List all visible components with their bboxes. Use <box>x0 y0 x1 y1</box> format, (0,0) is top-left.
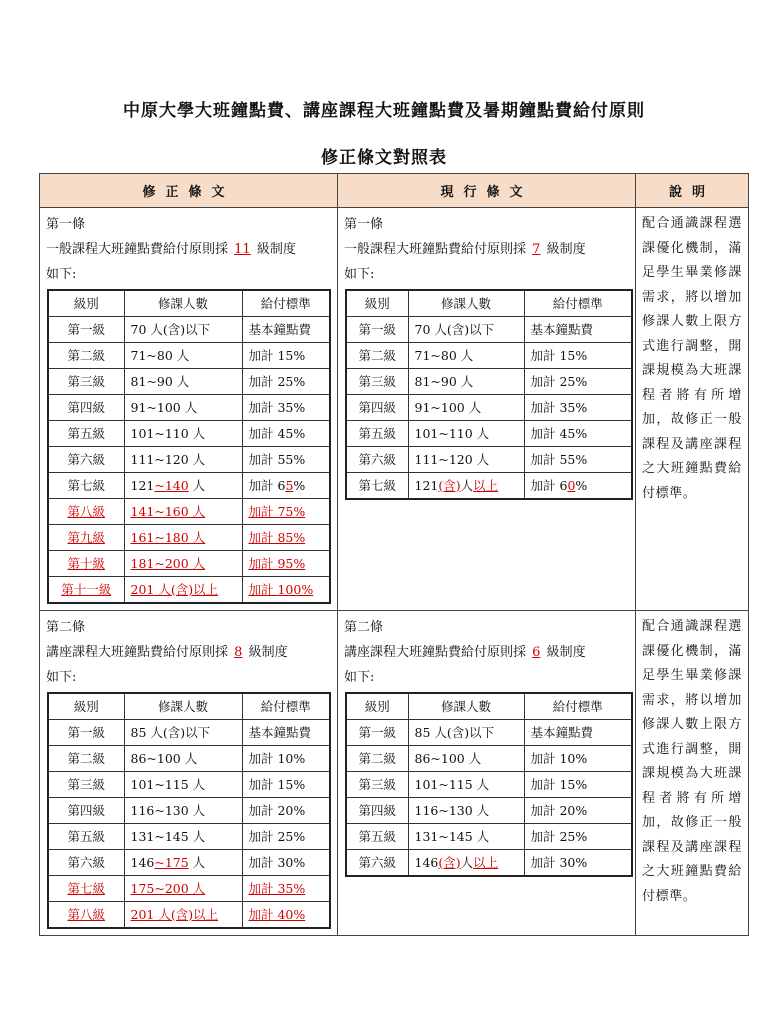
pay-cell <box>524 850 632 877</box>
article-intro-2: 如下: <box>46 670 77 685</box>
article-cell <box>40 208 337 610</box>
pay-text: 加計 6 <box>248 477 286 493</box>
pay-cell <box>524 473 632 500</box>
article-1-note <box>636 208 749 611</box>
rate-row <box>346 369 632 395</box>
rate-row <box>48 473 330 499</box>
pay-cell: 加計 25% <box>242 824 330 850</box>
article-title: 第二條 <box>46 620 86 635</box>
people-text: 人 <box>188 477 206 493</box>
people-cell: 71~80 人 <box>124 343 242 369</box>
people-text: 人 <box>188 854 206 870</box>
people-cell <box>124 876 242 902</box>
rate-table <box>345 289 633 500</box>
level-cell: 第三級 <box>48 772 124 798</box>
people-cell: 81~90 人 <box>124 369 242 395</box>
pay-cell: 加計 35% <box>242 395 330 421</box>
people-cell: 70 人(含)以下 <box>408 317 524 343</box>
level-cell: 第五級 <box>48 421 124 447</box>
people-cell: 131~145 人 <box>408 824 524 850</box>
column-header: 修課人數 <box>124 290 242 317</box>
pay-change: 5 <box>285 477 294 493</box>
column-header: 級別 <box>346 693 408 720</box>
pay-text: 加計 75% <box>248 503 306 519</box>
rate-row <box>346 720 632 746</box>
rate-table <box>47 692 331 929</box>
level-count: 8 <box>234 645 243 660</box>
people-cell: 81~90 人 <box>408 369 524 395</box>
people-text: 181~200 人 <box>130 555 206 571</box>
people-cell: 85 人(含)以下 <box>408 720 524 746</box>
pay-cell <box>242 473 330 499</box>
comparison-table <box>39 173 749 936</box>
people-change: ~140 <box>154 477 189 493</box>
people-cell: 101~115 人 <box>408 772 524 798</box>
people-text: 175~200 人 <box>130 880 206 896</box>
column-header: 給付標準 <box>524 290 632 317</box>
rate-table-header <box>48 693 330 720</box>
level-text: 第七級 <box>67 880 105 896</box>
pay-cell: 加計 35% <box>524 395 632 421</box>
header-revised: 修正條文 <box>40 174 338 208</box>
header-row <box>40 174 749 208</box>
pay-text: 加計 35% <box>248 880 306 896</box>
pay-cell: 加計 55% <box>524 447 632 473</box>
rate-row <box>48 369 330 395</box>
level-cell <box>48 499 124 525</box>
people-text: 146 <box>130 854 155 870</box>
article-intro-2: 如下: <box>344 670 375 685</box>
level-cell: 第二級 <box>346 746 408 772</box>
people-cell: 116~130 人 <box>124 798 242 824</box>
intro-text: 級制度 <box>256 242 296 257</box>
rate-row <box>48 525 330 551</box>
column-header: 給付標準 <box>524 693 632 720</box>
intro-text: 級制度 <box>546 242 586 257</box>
article-cell <box>40 611 337 935</box>
level-cell: 第五級 <box>346 421 408 447</box>
people-cell <box>124 850 242 876</box>
rate-row <box>346 343 632 369</box>
level-cell: 第四級 <box>346 798 408 824</box>
level-cell: 第六級 <box>48 447 124 473</box>
column-header: 給付標準 <box>242 290 330 317</box>
rate-row <box>346 850 632 877</box>
people-cell: 111~120 人 <box>408 447 524 473</box>
level-text: 第八級 <box>67 906 105 922</box>
article-1-current <box>338 208 636 611</box>
rate-row <box>346 473 632 500</box>
rate-table-header <box>346 693 632 720</box>
people-cell: 131~145 人 <box>124 824 242 850</box>
people-text: 201 人(含)以上 <box>130 906 219 922</box>
article-intro <box>344 237 630 262</box>
rate-table <box>47 289 331 604</box>
people-cell: 91~100 人 <box>408 395 524 421</box>
pay-cell <box>242 577 330 604</box>
article-2-note <box>636 611 749 936</box>
pay-text: 加計 95% <box>248 555 306 571</box>
pay-text: 加計 30% <box>248 854 306 870</box>
rate-table <box>345 692 633 877</box>
document-subtitle: 修正條文對照表 <box>321 148 447 168</box>
level-cell: 第二級 <box>346 343 408 369</box>
intro-text: 講座課程大班鐘點費給付原則採 <box>46 645 229 660</box>
level-cell: 第六級 <box>346 447 408 473</box>
people-text: 141~160 人 <box>130 503 206 519</box>
level-text: 第八級 <box>67 503 105 519</box>
pay-cell: 加計 15% <box>524 772 632 798</box>
level-cell <box>48 902 124 929</box>
intro-text: 講座課程大班鐘點費給付原則採 <box>344 645 527 660</box>
people-cell: 101~110 人 <box>408 421 524 447</box>
column-header: 給付標準 <box>242 693 330 720</box>
pay-text: 加計 6 <box>530 477 568 493</box>
rate-row <box>48 551 330 577</box>
article-cell <box>338 611 635 883</box>
people-change: 以上 <box>473 477 499 493</box>
article-intro-2: 如下: <box>46 267 77 282</box>
level-cell: 第三級 <box>48 369 124 395</box>
intro-text: 一般課程大班鐘點費給付原則採 <box>46 242 229 257</box>
pay-cell: 加計 45% <box>242 421 330 447</box>
people-text: 人 <box>460 477 474 493</box>
level-cell: 第四級 <box>48 395 124 421</box>
people-cell: 101~115 人 <box>124 772 242 798</box>
rate-row <box>48 902 330 929</box>
pay-cell <box>242 499 330 525</box>
intro-text: 級制度 <box>248 645 288 660</box>
pay-text: 加計 85% <box>248 529 306 545</box>
pay-cell: 基本鐘點費 <box>524 317 632 343</box>
people-cell <box>408 473 524 500</box>
level-count: 6 <box>532 645 541 660</box>
level-count: 7 <box>532 242 541 257</box>
people-change: (含) <box>438 854 461 870</box>
level-cell: 第一級 <box>48 720 124 746</box>
people-text: 人 <box>460 854 474 870</box>
pay-cell: 加計 25% <box>524 824 632 850</box>
people-cell: 91~100 人 <box>124 395 242 421</box>
header-current: 現行條文 <box>338 174 636 208</box>
pay-text: 加計 30% <box>530 854 588 870</box>
rate-table-header <box>346 290 632 317</box>
pay-change: 0 <box>567 477 576 493</box>
level-text: 第九級 <box>67 529 105 545</box>
pay-cell: 加計 10% <box>524 746 632 772</box>
rate-table-header <box>48 290 330 317</box>
article-1-revised <box>40 208 338 611</box>
pay-text: 加計 40% <box>248 906 306 922</box>
pay-cell: 加計 10% <box>242 746 330 772</box>
article-intro <box>344 640 630 665</box>
rate-row <box>48 421 330 447</box>
rate-row <box>346 421 632 447</box>
people-cell <box>408 850 524 877</box>
rate-row <box>346 317 632 343</box>
pay-cell <box>242 551 330 577</box>
pay-cell: 加計 25% <box>524 369 632 395</box>
rate-row <box>48 499 330 525</box>
pay-cell: 加計 25% <box>242 369 330 395</box>
rate-row <box>48 577 330 604</box>
note-text: 配合通識課程選課優化機制，滿足學生畢業修課需求，將以增加修課人數上限方式進行調整，開課規模為大班課程者將有所增加，故修正一般課程及講座課程之大班鐘點費給付標準。 <box>642 619 742 904</box>
people-change: 以上 <box>473 854 499 870</box>
people-change: ~175 <box>154 854 189 870</box>
pay-cell <box>242 850 330 876</box>
column-header: 級別 <box>346 290 408 317</box>
people-cell <box>124 525 242 551</box>
level-cell <box>48 577 124 604</box>
rate-row <box>346 772 632 798</box>
pay-cell: 加計 45% <box>524 421 632 447</box>
pay-text: % <box>293 477 306 493</box>
level-cell: 第七級 <box>48 473 124 499</box>
level-cell: 第四級 <box>346 395 408 421</box>
rate-row <box>346 395 632 421</box>
rate-row <box>48 746 330 772</box>
column-header: 級別 <box>48 290 124 317</box>
pay-cell: 加計 55% <box>242 447 330 473</box>
people-change: (含) <box>438 477 461 493</box>
rate-row <box>48 850 330 876</box>
column-header: 修課人數 <box>124 693 242 720</box>
column-header: 級別 <box>48 693 124 720</box>
article-title: 第一條 <box>46 217 86 232</box>
people-cell: 85 人(含)以下 <box>124 720 242 746</box>
column-header: 修課人數 <box>408 693 524 720</box>
people-cell: 111~120 人 <box>124 447 242 473</box>
level-cell <box>48 551 124 577</box>
level-text: 第十級 <box>67 555 105 571</box>
pay-cell <box>242 902 330 929</box>
people-text: 146 <box>414 854 439 870</box>
level-cell: 第一級 <box>48 317 124 343</box>
rate-row <box>346 824 632 850</box>
pay-cell: 加計 15% <box>242 772 330 798</box>
rate-row <box>48 772 330 798</box>
pay-cell: 基本鐘點費 <box>242 720 330 746</box>
article-intro-2: 如下: <box>344 267 375 282</box>
header-note: 說明 <box>636 174 749 208</box>
rate-row <box>48 876 330 902</box>
level-cell: 第二級 <box>48 746 124 772</box>
pay-cell: 基本鐘點費 <box>524 720 632 746</box>
rate-row <box>48 824 330 850</box>
level-cell: 第五級 <box>48 824 124 850</box>
people-cell: 70 人(含)以下 <box>124 317 242 343</box>
level-cell: 第七級 <box>346 473 408 500</box>
level-cell: 第五級 <box>346 824 408 850</box>
pay-cell <box>242 525 330 551</box>
people-text: 161~180 人 <box>130 529 206 545</box>
rate-row <box>48 343 330 369</box>
article-2-row <box>40 611 749 936</box>
people-cell <box>124 499 242 525</box>
document-title: 中原大學大班鐘點費、講座課程大班鐘點費及暑期鐘點費給付原則 <box>123 101 645 121</box>
people-text: 201 人(含)以上 <box>130 581 219 597</box>
level-text: 第十一級 <box>61 581 112 597</box>
people-cell <box>124 577 242 604</box>
article-1-row <box>40 208 749 611</box>
pay-cell: 加計 15% <box>242 343 330 369</box>
people-cell: 116~130 人 <box>408 798 524 824</box>
level-cell: 第三級 <box>346 369 408 395</box>
people-cell: 86~100 人 <box>408 746 524 772</box>
intro-text: 一般課程大班鐘點費給付原則採 <box>344 242 527 257</box>
level-cell <box>48 525 124 551</box>
level-cell: 第一級 <box>346 720 408 746</box>
column-header: 修課人數 <box>408 290 524 317</box>
intro-text: 級制度 <box>546 645 586 660</box>
level-count: 11 <box>234 242 251 257</box>
level-cell: 第六級 <box>48 850 124 876</box>
people-cell <box>124 902 242 929</box>
pay-cell: 加計 15% <box>524 343 632 369</box>
level-cell <box>48 876 124 902</box>
rate-row <box>48 317 330 343</box>
rate-row <box>346 447 632 473</box>
pay-text: % <box>575 477 588 493</box>
level-cell: 第四級 <box>48 798 124 824</box>
pay-cell: 加計 20% <box>524 798 632 824</box>
level-cell: 第一級 <box>346 317 408 343</box>
article-title: 第二條 <box>344 620 384 635</box>
level-cell: 第二級 <box>48 343 124 369</box>
rate-row <box>346 746 632 772</box>
people-cell: 101~110 人 <box>124 421 242 447</box>
people-cell: 71~80 人 <box>408 343 524 369</box>
article-title: 第一條 <box>344 217 384 232</box>
level-cell: 第六級 <box>346 850 408 877</box>
rate-row <box>48 798 330 824</box>
rate-row <box>48 447 330 473</box>
rate-row <box>346 798 632 824</box>
people-text: 121 <box>414 477 439 493</box>
note-text: 配合通識課程選課優化機制，滿足學生畢業修課需求，將以增加修課人數上限方式進行調整，開課規模為大班課程者將有所增加，故修正一般課程及講座課程之大班鐘點費給付標準。 <box>642 216 742 501</box>
people-text: 121 <box>130 477 155 493</box>
rate-row <box>48 720 330 746</box>
level-cell: 第三級 <box>346 772 408 798</box>
pay-text: 加計 100% <box>248 581 314 597</box>
article-cell <box>338 208 635 506</box>
pay-cell: 加計 20% <box>242 798 330 824</box>
article-2-current <box>338 611 636 936</box>
article-2-revised <box>40 611 338 936</box>
pay-cell: 基本鐘點費 <box>242 317 330 343</box>
rate-row <box>48 395 330 421</box>
people-cell <box>124 551 242 577</box>
article-intro <box>46 237 332 262</box>
people-cell: 86~100 人 <box>124 746 242 772</box>
article-intro <box>46 640 332 665</box>
people-cell <box>124 473 242 499</box>
pay-cell <box>242 876 330 902</box>
